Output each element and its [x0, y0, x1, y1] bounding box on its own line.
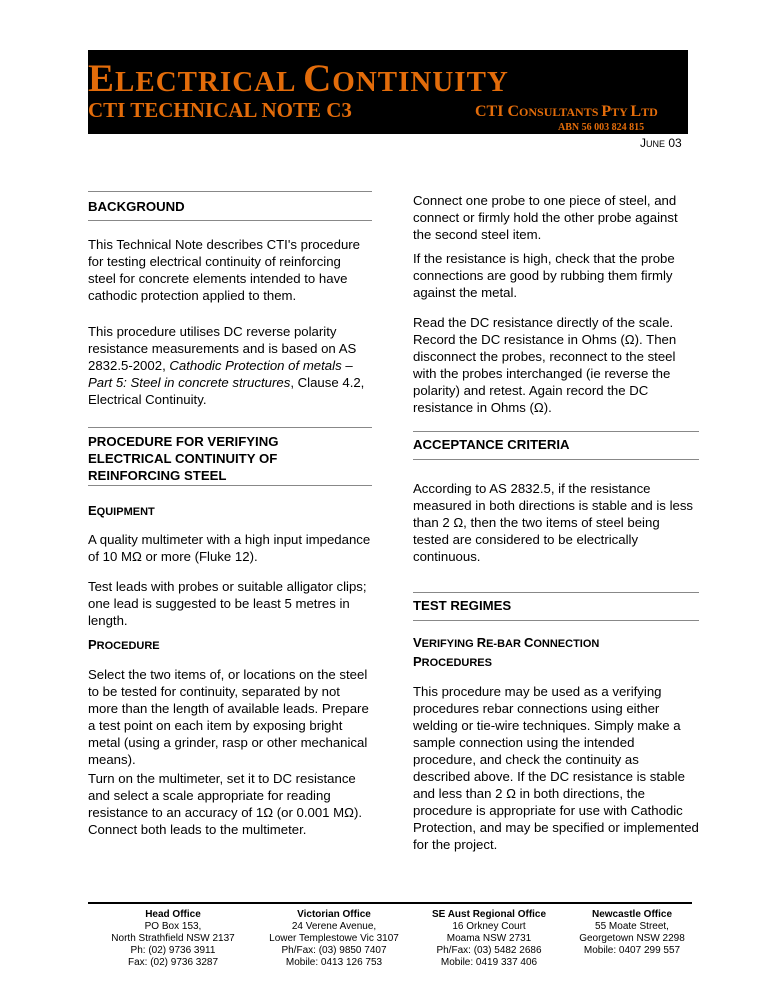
left-column — [88, 0, 372, 900]
divider — [413, 620, 699, 621]
technical-note-label: CTI TECHNICAL NOTE C3 — [88, 98, 352, 122]
right-paragraph-1: Connect one probe to one piece of steel, and connect or firmly hold the other probe against the second steel item. — [413, 193, 678, 242]
verifying-paragraph: This procedure may be used as a verifying procedures rebar connections using either welding or tie-wire techniques. Simply make a sample connection using the intended procedure, and check the continuity as described above. If the DC resistance is stable and less than 2 Ω in both directions, the procedure is appropriate for use with Cathodic Protection, and may be specified or implemented for the project. — [413, 684, 699, 852]
section-heading-background: BACKGROUND — [88, 199, 185, 214]
company-name: CTI CONSULTANTS PTY LTD — [475, 103, 658, 120]
divider — [88, 427, 372, 428]
divider — [88, 220, 372, 221]
acceptance-paragraph: According to AS 2832.5, if the resistance measured in both directions is stable and is less than 2 Ω, then the two items of steel being tested are considered to be electrically continuous. — [413, 481, 694, 564]
office-se-aust-regional: SE Aust Regional Office 16 Orkney Court Moama NSW 2731 Ph/Fax: (03) 5482 2686 Mobile: 0419 337 406 — [431, 909, 547, 968]
issue-date: JUNE 03 — [640, 136, 682, 150]
right-paragraph-3: Read the DC resistance directly of the scale. Record the DC resistance in Ohms (Ω). Then disconnect the probes, reconnect to the steel with the probes interchanged (ie reverse the polarity) and retest. Again record the DC resistance in Ohms (Ω). — [413, 315, 677, 415]
section-heading-acceptance: ACCEPTANCE CRITERIA — [413, 437, 570, 452]
abn-number: ABN 56 003 824 815 — [558, 122, 645, 133]
background-paragraph-2: This procedure utilises DC reverse polarity resistance measurements and is based on AS 2832.5-2002, Cathodic Protection of metals – Part 5: Steel in concrete structures, Clause 4.2, Electrical Continuity. — [88, 324, 365, 407]
section-heading-procedure: PROCEDURE FOR VERIFYING ELECTRICAL CONTINUITY OF REINFORCING STEEL — [88, 434, 279, 483]
footer-divider — [88, 902, 692, 904]
section-heading-test-regimes: TEST REGIMES — [413, 598, 512, 613]
divider — [88, 485, 372, 486]
office-newcastle: Newcastle Office 55 Moate Street, Georgetown NSW 2298 Mobile: 0407 299 557 — [579, 909, 685, 956]
subheading-procedure: PROCEDURE — [88, 637, 160, 652]
divider — [413, 459, 699, 460]
office-head: Head Office PO Box 153, North Strathfield NSW 2137 Ph: (02) 9736 3911 Fax: (02) 9736 3287 — [111, 909, 235, 968]
divider — [413, 592, 699, 593]
document-title: ELECTRICAL CONTINUITY — [88, 57, 509, 100]
subheading-equipment: EQUIPMENT — [88, 503, 155, 518]
right-column — [413, 0, 699, 900]
divider — [413, 431, 699, 432]
divider — [88, 191, 372, 192]
background-paragraph-1: This Technical Note describes CTI's procedure for testing electrical continuity of reinforcing steel for concrete elements intended to have cathodic protection applied to them. — [88, 237, 361, 303]
subheading-verifying: VERIFYING RE-BAR CONNECTION PROCEDURES — [413, 635, 600, 669]
procedure-paragraph-2: Turn on the multimeter, set it to DC resistance and select a scale appropriate for reading resistance to an accuracy of 1Ω (or 0.001 MΩ). Connect both leads to the multimeter. — [88, 771, 363, 837]
equipment-paragraph-2: Test leads with probes or suitable alligator clips; one lead is suggested to be least 5 metres in length. — [88, 579, 367, 628]
procedure-paragraph-1: Select the two items of, or locations on the steel to be tested for continuity, separated by not more than the length of available leads. Prepare a test point on each item by exposing bright metal (using a grinder, rasp or other mechanical means). — [88, 667, 369, 767]
equipment-paragraph-1: A quality multimeter with a high input impedance of 10 MΩ or more (Fluke 12). — [88, 532, 371, 564]
right-paragraph-2: If the resistance is high, check that the probe connections are good by rubbing them firmly against the metal. — [413, 251, 675, 300]
office-victorian: Victorian Office 24 Verene Avenue, Lower Templestowe Vic 3107 Ph/Fax: (03) 9850 7407 Mobile: 0413 126 753 — [269, 909, 399, 968]
